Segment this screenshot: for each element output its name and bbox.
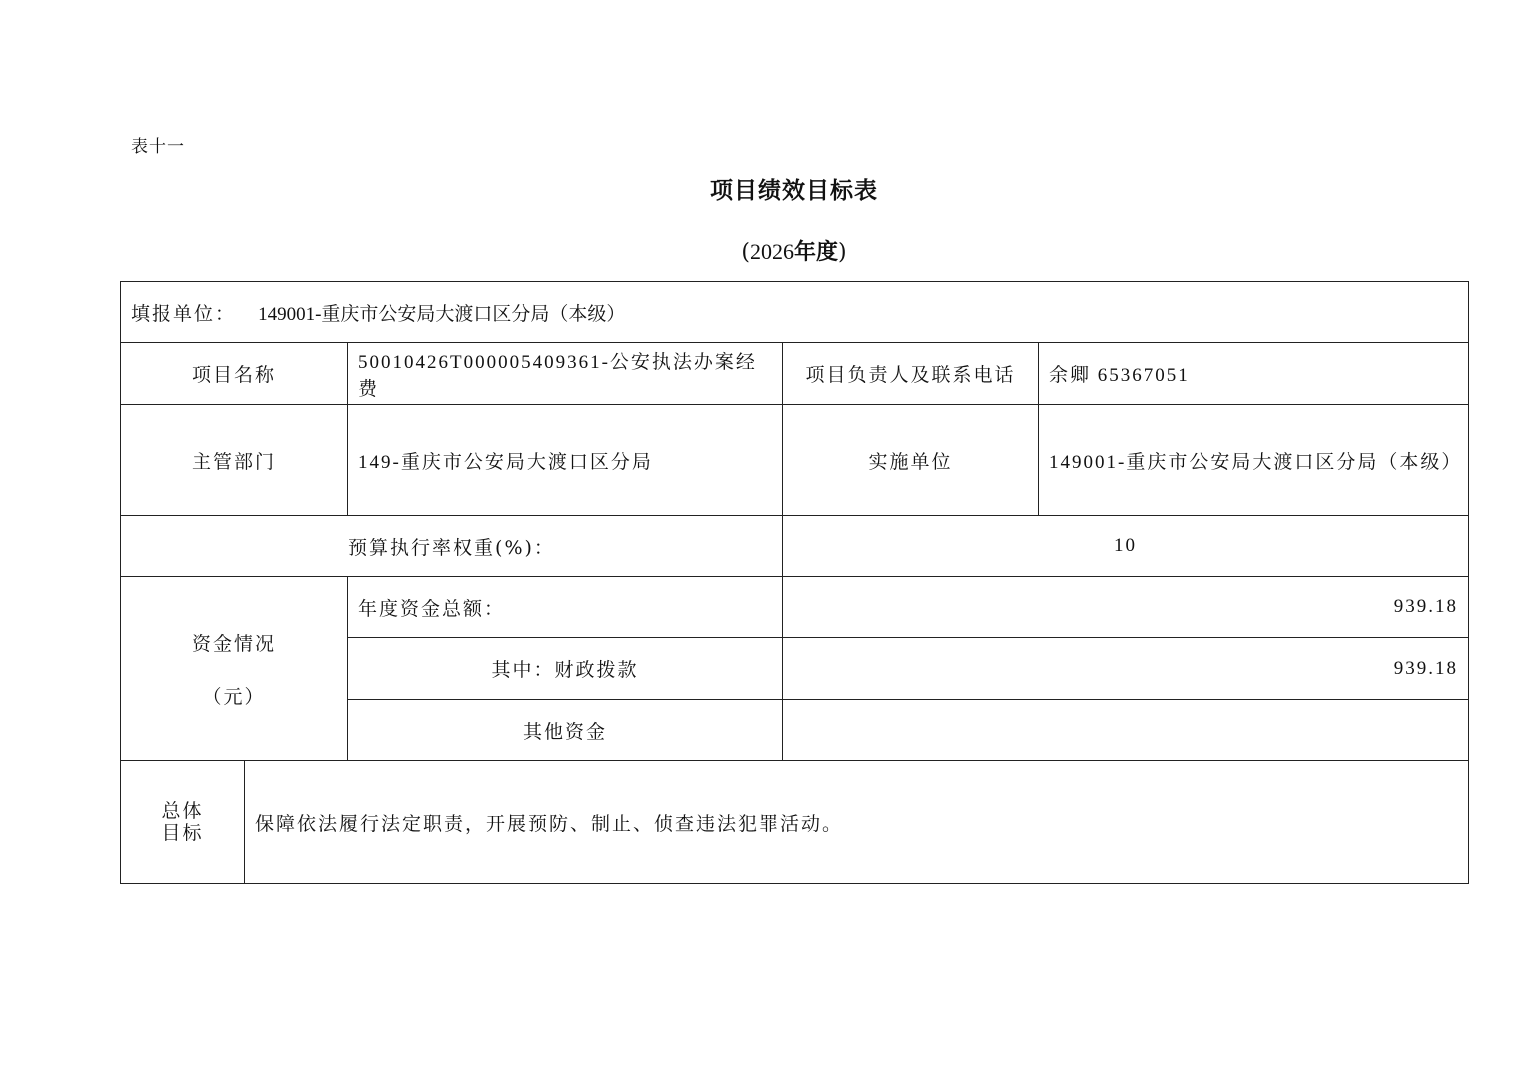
other-funds-value	[783, 700, 1469, 761]
budget-weight-label: 预算执行率权重(%)：	[121, 516, 783, 577]
supervising-dept-value: 149-重庆市公安局大渡口区分局	[348, 405, 783, 516]
annual-total-value: 939.18	[783, 577, 1469, 638]
implementing-unit-label: 实施单位	[783, 405, 1039, 516]
funds-label-line1: 资金情况	[191, 632, 276, 655]
reporting-unit-value: 149001-重庆市公安局大渡口区分局（本级）	[258, 303, 626, 325]
table-row-overall-goal	[121, 761, 1469, 884]
fiscal-appropriation-label: 其中：财政拨款	[348, 638, 783, 700]
page-subtitle-year	[0, 235, 1520, 266]
overall-goal-label-line2: 目标	[161, 822, 204, 844]
table-row-weight	[121, 516, 1469, 577]
supervising-dept-label: 主管部门	[121, 405, 348, 516]
table-row-project	[121, 343, 1469, 405]
page-title: 项目绩效目标表	[710, 177, 878, 204]
year-close-paren: )	[838, 240, 847, 265]
contact-label: 项目负责人及联系电话	[783, 343, 1039, 405]
implementing-unit-value: 149001-重庆市公安局大渡口区分局（本级）	[1039, 405, 1469, 516]
table-row-department	[121, 405, 1469, 516]
project-name-value: 50010426T000005409361-公安执法办案经费	[348, 343, 783, 405]
other-funds-label: 其他资金	[348, 700, 783, 761]
funds-label-line2: （元）	[202, 685, 266, 708]
year-suffix: 年度	[793, 239, 838, 265]
year-open-paren: (	[741, 240, 750, 265]
reporting-unit-cell	[121, 282, 1469, 343]
overall-goal-value: 保障依法履行法定职责，开展预防、制止、侦查违法犯罪活动。	[245, 761, 1469, 884]
table-number: 表十一	[131, 137, 185, 157]
table-row-annual-total	[121, 577, 1469, 638]
year-value: 2026	[749, 239, 794, 264]
project-name-label: 项目名称	[121, 343, 348, 405]
table-row-unit	[121, 282, 1469, 343]
funds-label	[121, 577, 348, 761]
overall-goal-label	[121, 761, 245, 884]
performance-goal-table	[120, 281, 1469, 884]
overall-goal-label-line1: 总体	[161, 800, 204, 822]
reporting-unit-label: 填报单位：	[131, 302, 237, 325]
fiscal-appropriation-value: 939.18	[783, 638, 1469, 700]
budget-weight-value: 10	[783, 516, 1469, 577]
contact-value: 余卿 65367051	[1039, 343, 1469, 405]
annual-total-label: 年度资金总额：	[348, 577, 783, 638]
